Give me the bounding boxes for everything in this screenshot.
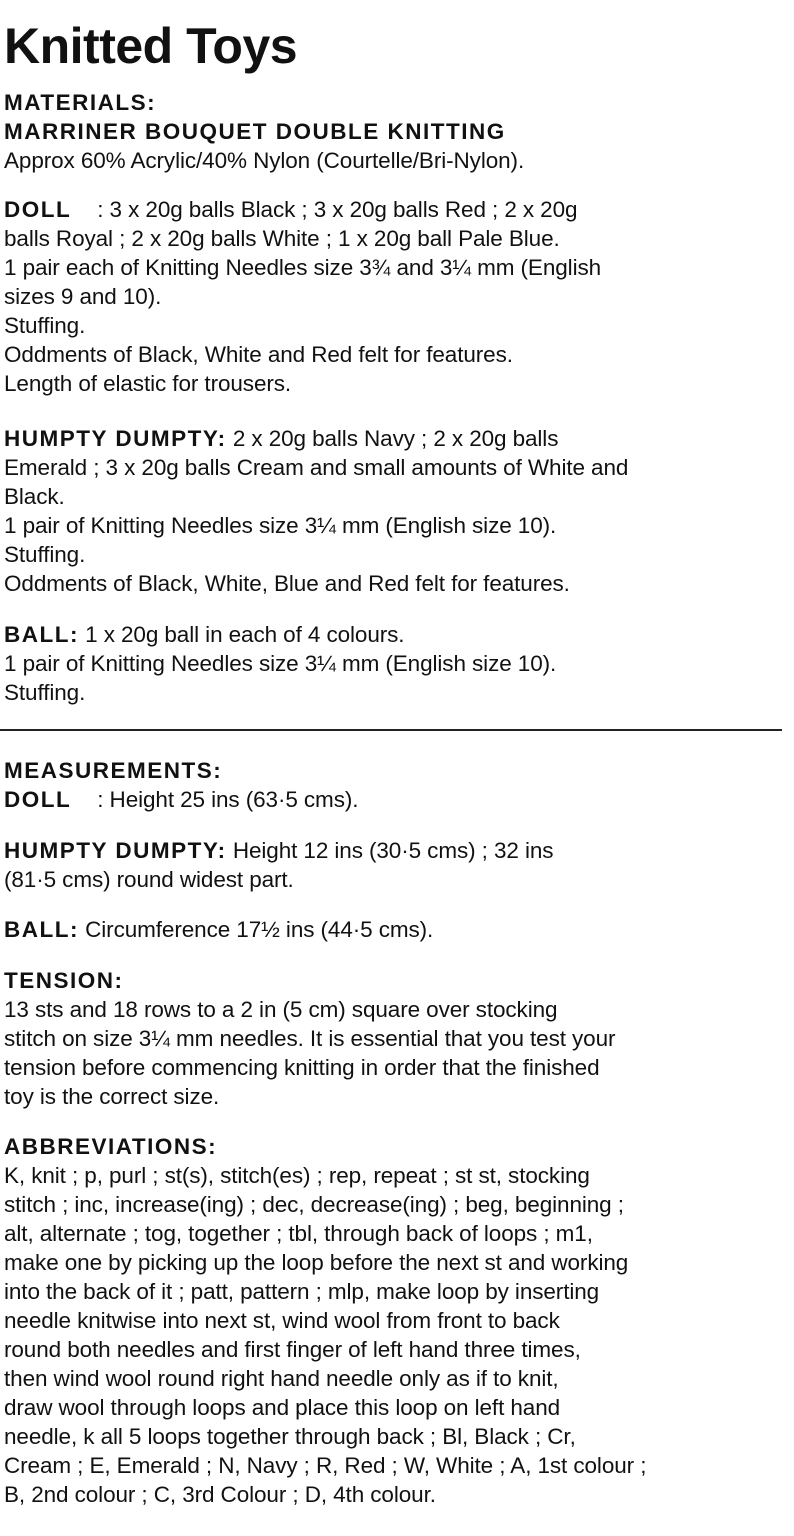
section-divider — [0, 729, 782, 731]
materials-doll — [4, 195, 601, 398]
materials-ball — [4, 620, 556, 707]
abbreviations-line: B, 2nd colour ; C, 3rd Colour ; D, 4th colour. — [4, 1482, 436, 1507]
doll-line: Stuffing. — [4, 313, 86, 338]
abbreviations-line: needle, k all 5 loops together through back ; Bl, Black ; Cr, — [4, 1424, 576, 1449]
materials-humpty-dumpty — [4, 424, 628, 598]
abbreviations-line: K, knit ; p, purl ; st(s), stitch(es) ; rep, repeat ; st st, stocking — [4, 1163, 590, 1188]
measurements-heading: MEASUREMENTS: — [4, 758, 223, 783]
measurements-section — [4, 756, 358, 814]
tension-section — [4, 966, 615, 1111]
doll-line: : 3 x 20g balls Black ; 3 x 20g balls Red ; 2 x 20g — [97, 197, 578, 222]
abbreviations-line: alt, alternate ; tog, together ; tbl, through back of loops ; m1, — [4, 1221, 593, 1246]
abbreviations-line: into the back of it ; patt, pattern ; mlp, make loop by inserting — [4, 1279, 600, 1304]
abbreviations-line: stitch ; inc, increase(ing) ; dec, decrease(ing) ; beg, beginning ; — [4, 1192, 624, 1217]
doll-label: DOLL — [4, 197, 72, 222]
humpty-line: Emerald ; 3 x 20g balls Cream and small amounts of White and — [4, 455, 629, 480]
yarn-composition: Approx 60% Acrylic/40% Nylon (Courtelle/Bri-Nylon). — [4, 148, 525, 173]
materials-header-block — [4, 88, 524, 175]
humpty-label: HUMPTY DUMPTY: — [4, 426, 227, 451]
abbreviations-line: draw wool through loops and place this loop on left hand — [4, 1395, 561, 1420]
measure-doll-label: DOLL — [4, 787, 72, 812]
tension-heading: TENSION: — [4, 968, 124, 993]
ball-label: BALL: — [4, 622, 79, 647]
ball-line: 1 x 20g ball in each of 4 colours. — [78, 622, 405, 647]
measure-ball-text: Circumference 17½ ins (44·5 cms). — [78, 917, 434, 942]
humpty-line: Stuffing. — [4, 542, 86, 567]
yarn-name: MARRINER BOUQUET DOUBLE KNITTING — [4, 119, 506, 144]
measure-humpty-line: Height 12 ins (30·5 cms) ; 32 ins — [226, 838, 554, 863]
abbreviations-line: round both needles and first finger of left hand three times, — [4, 1337, 581, 1362]
humpty-line: 1 pair of Knitting Needles size 3¼ mm (English size 10). — [4, 513, 557, 538]
abbreviations-heading: ABBREVIATIONS: — [4, 1134, 218, 1159]
doll-line: sizes 9 and 10). — [4, 284, 162, 309]
doll-line: balls Royal ; 2 x 20g balls White ; 1 x 20g ball Pale Blue. — [4, 226, 560, 251]
page-title: Knitted Toys — [4, 18, 298, 74]
measurements-ball — [4, 915, 433, 944]
ball-line: 1 pair of Knitting Needles size 3¼ mm (English size 10). — [4, 651, 557, 676]
materials-heading: MATERIALS: — [4, 90, 157, 115]
abbreviations-line: then wind wool round right hand needle only as if to knit, — [4, 1366, 559, 1391]
abbreviations-line: make one by picking up the loop before the next st and working — [4, 1250, 629, 1275]
measure-humpty-line: (81·5 cms) round widest part. — [4, 867, 294, 892]
measurements-humpty-dumpty — [4, 836, 553, 894]
measure-humpty-label: HUMPTY DUMPTY: — [4, 838, 227, 863]
humpty-line: 2 x 20g balls Navy ; 2 x 20g balls — [226, 426, 559, 451]
tension-line: stitch on size 3¼ mm needles. It is essential that you test your — [4, 1026, 616, 1051]
abbreviations-section — [4, 1132, 646, 1509]
doll-line: Length of elastic for trousers. — [4, 371, 292, 396]
ball-line: Stuffing. — [4, 680, 86, 705]
doll-line: Oddments of Black, White and Red felt for features. — [4, 342, 513, 367]
measure-doll-text: : Height 25 ins (63·5 cms). — [97, 787, 359, 812]
abbreviations-line: needle knitwise into next st, wind wool from front to back — [4, 1308, 560, 1333]
humpty-line: Black. — [4, 484, 65, 509]
tension-line: 13 sts and 18 rows to a 2 in (5 cm) square over stocking — [4, 997, 558, 1022]
doll-line: 1 pair each of Knitting Needles size 3¾ and 3¼ mm (English — [4, 255, 602, 280]
abbreviations-line: Cream ; E, Emerald ; N, Navy ; R, Red ; W, White ; A, 1st colour ; — [4, 1453, 647, 1478]
tension-line: toy is the correct size. — [4, 1084, 220, 1109]
tension-line: tension before commencing knitting in order that the finished — [4, 1055, 600, 1080]
measure-ball-label: BALL: — [4, 917, 79, 942]
humpty-line: Oddments of Black, White, Blue and Red felt for features. — [4, 571, 570, 596]
